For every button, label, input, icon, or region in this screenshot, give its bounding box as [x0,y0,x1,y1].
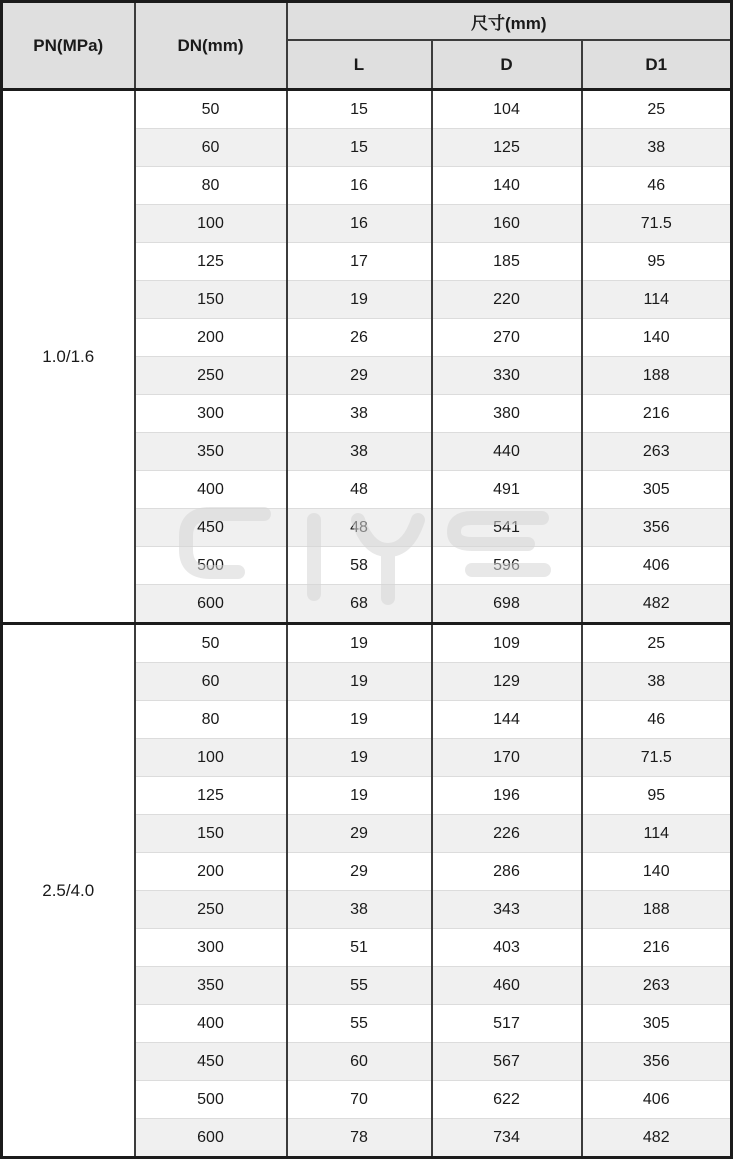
dn-cell: 500 [135,1081,287,1119]
l-cell: 19 [287,777,432,815]
d-cell: 380 [432,395,582,433]
d1-cell: 95 [582,777,732,815]
l-cell: 38 [287,891,432,929]
pn-value-cell: 2.5/4.0 [2,624,135,1158]
l-cell: 19 [287,281,432,319]
l-cell: 70 [287,1081,432,1119]
pn-value-cell: 1.0/1.6 [2,90,135,624]
dn-cell: 250 [135,357,287,395]
l-cell: 38 [287,395,432,433]
d1-cell: 263 [582,967,732,1005]
d-cell: 109 [432,624,582,663]
d-cell: 698 [432,585,582,624]
d-cell: 185 [432,243,582,281]
d1-cell: 95 [582,243,732,281]
d-cell: 104 [432,90,582,129]
dn-cell: 600 [135,585,287,624]
l-cell: 51 [287,929,432,967]
d1-cell: 216 [582,929,732,967]
d-cell: 220 [432,281,582,319]
dn-cell: 300 [135,395,287,433]
dn-cell: 80 [135,167,287,205]
d1-cell: 305 [582,1005,732,1043]
dn-cell: 60 [135,663,287,701]
l-cell: 17 [287,243,432,281]
l-cell: 68 [287,585,432,624]
dn-cell: 400 [135,1005,287,1043]
d-cell: 440 [432,433,582,471]
d-cell: 622 [432,1081,582,1119]
d1-cell: 38 [582,663,732,701]
d-cell: 567 [432,1043,582,1081]
dn-cell: 150 [135,815,287,853]
dn-cell: 200 [135,319,287,357]
dn-cell: 100 [135,739,287,777]
l-cell: 58 [287,547,432,585]
dn-cell: 450 [135,509,287,547]
l-cell: 16 [287,167,432,205]
d-cell: 343 [432,891,582,929]
dn-cell: 80 [135,701,287,739]
d-cell: 270 [432,319,582,357]
dn-cell: 50 [135,624,287,663]
dn-cell: 350 [135,967,287,1005]
l-cell: 55 [287,1005,432,1043]
l-cell: 15 [287,129,432,167]
l-cell: 48 [287,509,432,547]
l-cell: 29 [287,815,432,853]
l-cell: 19 [287,739,432,777]
dn-cell: 150 [135,281,287,319]
col-header-d: D [432,40,582,90]
l-cell: 16 [287,205,432,243]
l-cell: 29 [287,357,432,395]
l-cell: 19 [287,701,432,739]
d1-cell: 356 [582,1043,732,1081]
d1-cell: 188 [582,357,732,395]
d-cell: 125 [432,129,582,167]
d-cell: 196 [432,777,582,815]
dn-cell: 450 [135,1043,287,1081]
dn-cell: 400 [135,471,287,509]
col-header-dn: DN(mm) [135,2,287,90]
col-header-l: L [287,40,432,90]
d-cell: 330 [432,357,582,395]
d-cell: 541 [432,509,582,547]
l-cell: 60 [287,1043,432,1081]
d1-cell: 25 [582,90,732,129]
d-cell: 403 [432,929,582,967]
d1-cell: 25 [582,624,732,663]
dn-cell: 500 [135,547,287,585]
table-row [2,90,732,129]
d1-cell: 406 [582,547,732,585]
d1-cell: 356 [582,509,732,547]
l-cell: 29 [287,853,432,891]
dn-cell: 600 [135,1119,287,1158]
d-cell: 160 [432,205,582,243]
d1-cell: 305 [582,471,732,509]
dn-cell: 250 [135,891,287,929]
dn-cell: 50 [135,90,287,129]
dn-cell: 300 [135,929,287,967]
d1-cell: 71.5 [582,205,732,243]
d1-cell: 263 [582,433,732,471]
d-cell: 596 [432,547,582,585]
l-cell: 19 [287,663,432,701]
l-cell: 26 [287,319,432,357]
dn-cell: 350 [135,433,287,471]
col-header-size-group: 尺寸(mm) [287,2,732,41]
pn-section-1 [2,90,732,624]
l-cell: 15 [287,90,432,129]
d1-cell: 46 [582,167,732,205]
d1-cell: 140 [582,319,732,357]
d1-cell: 216 [582,395,732,433]
d1-cell: 38 [582,129,732,167]
dn-cell: 200 [135,853,287,891]
dn-cell: 125 [135,243,287,281]
col-header-d1: D1 [582,40,732,90]
d1-cell: 482 [582,1119,732,1158]
dn-cell: 125 [135,777,287,815]
d1-cell: 188 [582,891,732,929]
d1-cell: 71.5 [582,739,732,777]
l-cell: 78 [287,1119,432,1158]
d1-cell: 114 [582,815,732,853]
d-cell: 129 [432,663,582,701]
l-cell: 38 [287,433,432,471]
pn-section-2 [2,624,732,1158]
d1-cell: 406 [582,1081,732,1119]
d-cell: 734 [432,1119,582,1158]
d1-cell: 140 [582,853,732,891]
d-cell: 491 [432,471,582,509]
table-row [2,624,732,663]
d-cell: 517 [432,1005,582,1043]
dn-cell: 100 [135,205,287,243]
l-cell: 48 [287,471,432,509]
l-cell: 19 [287,624,432,663]
d-cell: 226 [432,815,582,853]
d1-cell: 46 [582,701,732,739]
d1-cell: 114 [582,281,732,319]
d-cell: 286 [432,853,582,891]
d1-cell: 482 [582,585,732,624]
d-cell: 460 [432,967,582,1005]
l-cell: 55 [287,967,432,1005]
d-cell: 170 [432,739,582,777]
table-header [2,2,732,90]
d-cell: 140 [432,167,582,205]
col-header-pn: PN(MPa) [2,2,135,90]
d-cell: 144 [432,701,582,739]
dn-cell: 60 [135,129,287,167]
